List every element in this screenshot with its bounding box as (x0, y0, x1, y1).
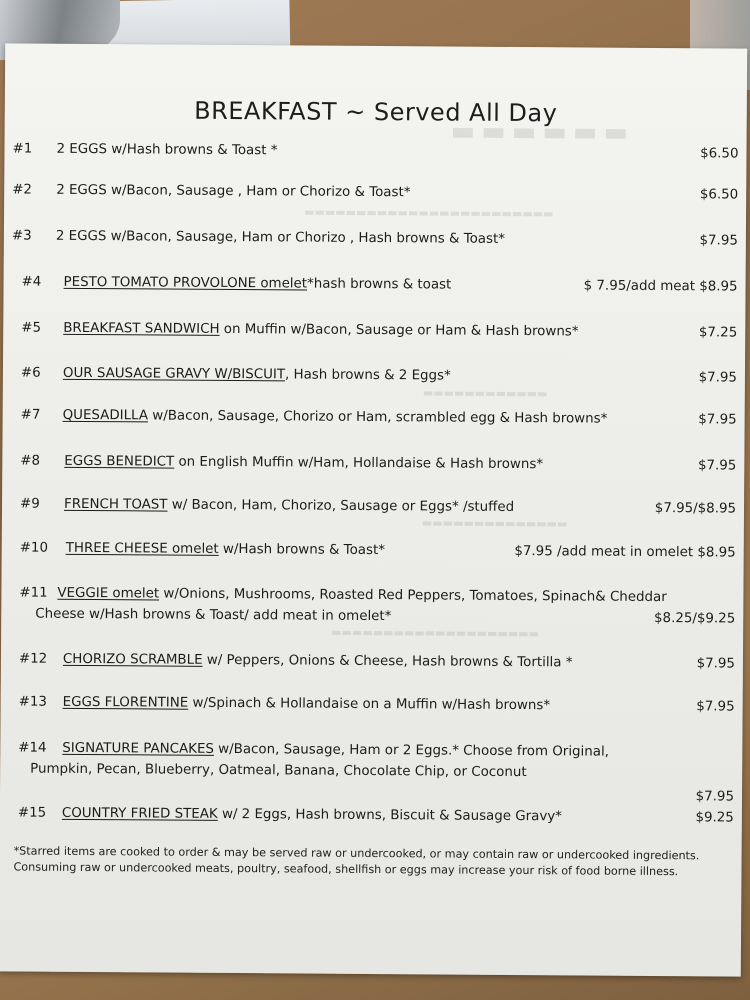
item-number: #9 (19, 496, 40, 512)
item-name: EGGS FLORENTINE (62, 694, 189, 711)
item-description: CHORIZO SCRAMBLE w/ Peppers, Onions & Cheese, Hash browns & Tortilla * (62, 651, 573, 671)
item-description: THREE CHEESE omelet w/Hash browns & Toast* (65, 540, 385, 559)
menu-item (5, 139, 747, 162)
item-price: $7.95 /add meat in omelet $8.95 (514, 543, 736, 561)
item-number: #10 (19, 540, 49, 556)
item-name: THREE CHEESE omelet (65, 540, 219, 557)
menu-item (1, 649, 743, 672)
item-description-continued: Cheese w/Hash browns & Toast/ add meat in omelet* (35, 606, 392, 625)
item-number: #11 (19, 585, 48, 601)
item-number: #14 (18, 740, 47, 756)
allergy-footnote: *Starred items are cooked to order & may be served raw or undercooked, or may contain raw or undercooked ingredients. Consuming raw or undercooked meats, poultry, seafood, shellfish or eggs may increase your risk of food borne illness. (13, 844, 700, 879)
menu-item (1, 583, 743, 627)
menu-item (1, 692, 743, 715)
show-through-lettering: ▬▬▬▬▬▬▬▬▬▬▬▬▬▬▬▬▬▬▬▬ (331, 625, 540, 641)
menu-item (2, 451, 744, 474)
item-price: $6.50 (699, 187, 739, 203)
item-price: $7.95 (695, 789, 735, 805)
item-name: OUR SAUSAGE GRAVY W/BISCUIT (62, 365, 286, 383)
menu-item (0, 738, 742, 805)
menu-sheet (0, 43, 747, 976)
item-description: SIGNATURE PANCAKES w/Bacon, Sausage, Ham or 2 Eggs.* Choose from Original, (62, 740, 610, 760)
item-description: COUNTRY FRIED STEAK w/ 2 Eggs, Hash browns, Biscuit & Sausage Gravy* (61, 805, 562, 825)
item-name: PESTO TOMATO PROVOLONE omelet (63, 274, 308, 292)
item-name: SIGNATURE PANCAKES (62, 740, 215, 757)
item-number: #15 (17, 805, 47, 821)
menu-item (2, 494, 744, 517)
item-price: $7.95/$8.95 (654, 500, 737, 517)
item-description-continued: Pumpkin, Pecan, Blueberry, Oatmeal, Banana, Chocolate Chip, or Coconut (30, 761, 527, 781)
item-price: $7.95 (699, 233, 738, 249)
item-name: CHORIZO SCRAMBLE (62, 651, 203, 668)
menu-item (4, 180, 746, 203)
item-description: BREAKFAST SANDWICH on Muffin w/Bacon, Sausage or Ham & Hash browns* (63, 320, 579, 340)
item-price: $7.95 (696, 699, 735, 715)
item-price: $7.95 (697, 458, 737, 474)
item-number: #6 (20, 365, 41, 381)
item-number: #5 (21, 320, 42, 336)
menu-item (2, 538, 744, 561)
item-price: $7.95 (698, 412, 737, 428)
item-price: $8.25/$9.25 (654, 610, 736, 627)
item-name: FRENCH TOAST (63, 496, 168, 513)
item-price: $7.95 (696, 656, 735, 672)
menu-title: BREAKFAST ~ Served All Day (194, 96, 558, 128)
item-number: #2 (12, 182, 33, 198)
item-description: 2 EGGS w/Bacon, Sausage, Ham or Chorizo , Hash browns & Toast* (55, 228, 506, 247)
item-name: COUNTRY FRIED STEAK (61, 805, 218, 822)
item-number: #1 (12, 141, 33, 157)
item-description: EGGS FLORENTINE w/Spinach & Hollandaise on a Muffin w/Hash browns* (62, 694, 551, 714)
menu-item (4, 272, 746, 295)
item-description: EGGS BENEDICT on English Muffin w/Ham, Hollandaise & Hash browns* (64, 453, 544, 473)
item-name: VEGGIE omelet (57, 585, 160, 602)
item-price: $ 7.95/add meat $8.95 (583, 278, 738, 295)
item-price: $7.25 (698, 325, 738, 341)
item-price: $9.25 (695, 810, 734, 826)
item-name: EGGS BENEDICT (64, 453, 175, 470)
item-description: VEGGIE omelet w/Onions, Mushrooms, Roasted Red Peppers, Tomatoes, Spinach& Cheddar (57, 585, 667, 606)
item-number: #7 (20, 407, 41, 423)
item-description: 2 EGGS w/Bacon, Sausage , Ham or Chorizo & Toast* (56, 182, 411, 201)
show-through-lettering: ▬▬▬▬▬▬▬▬▬▬▬▬ (422, 386, 548, 401)
item-number: #3 (11, 228, 32, 244)
show-through-lettering: ▬▬▬▬▬▬▬▬▬▬▬▬▬▬▬▬▬▬▬▬▬▬▬▬ (304, 205, 554, 221)
item-name: QUESADILLA (62, 407, 149, 424)
item-price: $6.50 (700, 146, 739, 162)
item-description: PESTO TOMATO PROVOLONE omelet*hash browns & toast (63, 274, 452, 293)
show-through-lettering: ▬▬▬▬▬▬▬▬▬▬▬▬▬▬ (421, 516, 568, 531)
show-through-lettering: ▬▬▬▬▬▬ (444, 116, 629, 148)
item-description: 2 EGGS w/Hash browns & Toast * (56, 141, 278, 159)
menu-item (3, 363, 745, 386)
menu-item (3, 405, 745, 428)
item-number: #13 (18, 694, 47, 710)
menu-item (0, 803, 742, 826)
menu-item (3, 318, 745, 341)
item-description: QUESADILLA w/Bacon, Sausage, Chorizo or Ham, scrambled egg & Hash browns* (62, 407, 608, 427)
item-price: $7.95 (698, 370, 737, 386)
item-number: #12 (18, 651, 48, 667)
item-number: #4 (21, 274, 42, 290)
item-name: BREAKFAST SANDWICH (63, 320, 220, 337)
menu-item (4, 226, 746, 249)
item-description: FRENCH TOAST w/ Bacon, Ham, Chorizo, Sausage or Eggs* /stuffed (63, 496, 515, 515)
item-number: #8 (20, 453, 41, 469)
item-description: OUR SAUSAGE GRAVY W/BISCUIT, Hash browns & 2 Eggs* (62, 365, 451, 384)
